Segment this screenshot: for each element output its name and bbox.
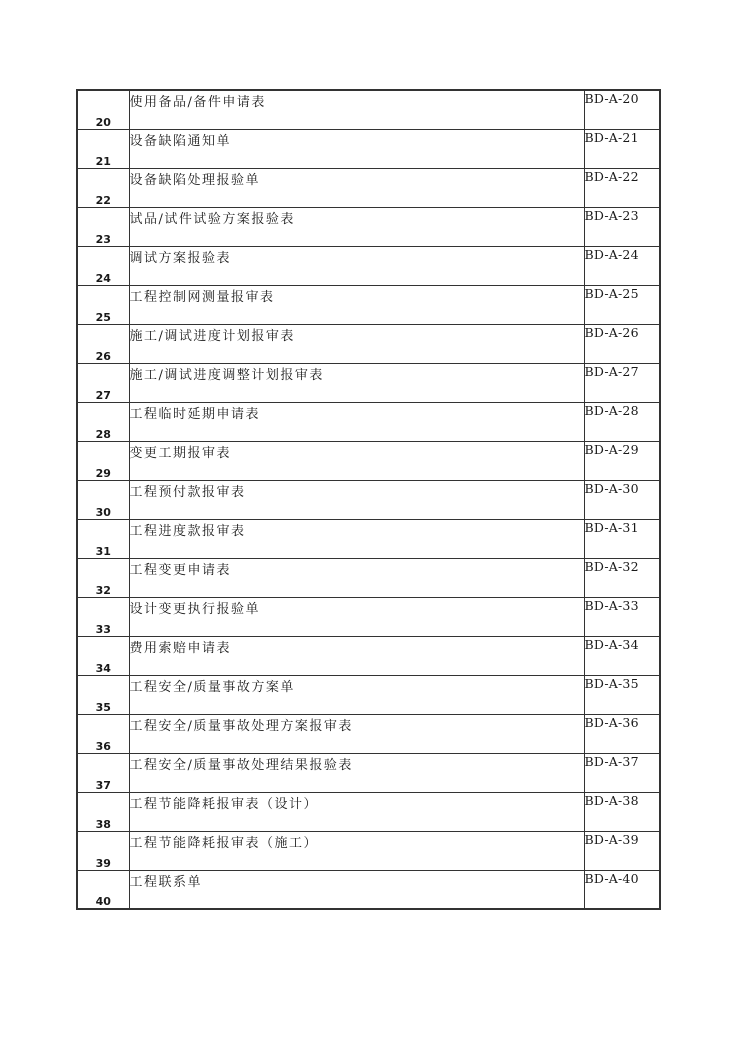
table-row — [77, 675, 660, 714]
table-row — [77, 129, 660, 168]
table-row — [77, 90, 660, 129]
form-code: BD-A-31 — [584, 519, 660, 558]
row-number: 28 — [77, 402, 129, 441]
table-row — [77, 792, 660, 831]
form-code: BD-A-35 — [584, 675, 660, 714]
form-code: BD-A-22 — [584, 168, 660, 207]
form-name: 工程进度款报审表 — [129, 519, 584, 558]
row-number: 33 — [77, 597, 129, 636]
row-number: 39 — [77, 831, 129, 870]
row-number: 24 — [77, 246, 129, 285]
table-row — [77, 558, 660, 597]
form-code: BD-A-21 — [584, 129, 660, 168]
table-row — [77, 207, 660, 246]
form-name: 工程联系单 — [129, 870, 584, 909]
form-name: 工程安全/质量事故处理方案报审表 — [129, 714, 584, 753]
table-row — [77, 519, 660, 558]
form-code: BD-A-36 — [584, 714, 660, 753]
table-row — [77, 480, 660, 519]
form-code: BD-A-39 — [584, 831, 660, 870]
form-name: 工程临时延期申请表 — [129, 402, 584, 441]
form-code: BD-A-26 — [584, 324, 660, 363]
form-name: 设备缺陷通知单 — [129, 129, 584, 168]
form-name: 设计变更执行报验单 — [129, 597, 584, 636]
form-code: BD-A-29 — [584, 441, 660, 480]
row-number: 38 — [77, 792, 129, 831]
form-code: BD-A-40 — [584, 870, 660, 909]
row-number: 27 — [77, 363, 129, 402]
form-code: BD-A-25 — [584, 285, 660, 324]
row-number: 35 — [77, 675, 129, 714]
form-name: 调试方案报验表 — [129, 246, 584, 285]
form-code: BD-A-38 — [584, 792, 660, 831]
form-list-table — [76, 89, 661, 910]
form-name: 使用备品/备件申请表 — [129, 90, 584, 129]
table-row — [77, 636, 660, 675]
table-row — [77, 324, 660, 363]
form-name: 设备缺陷处理报验单 — [129, 168, 584, 207]
table-row — [77, 285, 660, 324]
row-number: 25 — [77, 285, 129, 324]
table-row — [77, 597, 660, 636]
table-row — [77, 714, 660, 753]
form-name: 工程预付款报审表 — [129, 480, 584, 519]
row-number: 37 — [77, 753, 129, 792]
form-code: BD-A-20 — [584, 90, 660, 129]
form-code: BD-A-28 — [584, 402, 660, 441]
form-name: 变更工期报审表 — [129, 441, 584, 480]
row-number: 23 — [77, 207, 129, 246]
table-row — [77, 168, 660, 207]
table-row — [77, 441, 660, 480]
row-number: 26 — [77, 324, 129, 363]
form-name: 工程安全/质量事故方案单 — [129, 675, 584, 714]
form-name: 施工/调试进度计划报审表 — [129, 324, 584, 363]
row-number: 40 — [77, 870, 129, 909]
form-name: 工程节能降耗报审表（施工） — [129, 831, 584, 870]
row-number: 32 — [77, 558, 129, 597]
row-number: 21 — [77, 129, 129, 168]
form-name: 施工/调试进度调整计划报审表 — [129, 363, 584, 402]
row-number: 20 — [77, 90, 129, 129]
form-code: BD-A-23 — [584, 207, 660, 246]
table-row — [77, 363, 660, 402]
table-row — [77, 246, 660, 285]
form-name: 工程节能降耗报审表（设计） — [129, 792, 584, 831]
form-list-body — [77, 90, 660, 909]
form-name: 工程安全/质量事故处理结果报验表 — [129, 753, 584, 792]
form-name: 工程变更申请表 — [129, 558, 584, 597]
row-number: 30 — [77, 480, 129, 519]
table-row — [77, 753, 660, 792]
form-name: 试品/试件试验方案报验表 — [129, 207, 584, 246]
form-code: BD-A-32 — [584, 558, 660, 597]
form-code: BD-A-30 — [584, 480, 660, 519]
row-number: 36 — [77, 714, 129, 753]
form-code: BD-A-37 — [584, 753, 660, 792]
row-number: 29 — [77, 441, 129, 480]
form-code: BD-A-24 — [584, 246, 660, 285]
table-row — [77, 402, 660, 441]
row-number: 31 — [77, 519, 129, 558]
form-code: BD-A-33 — [584, 597, 660, 636]
row-number: 34 — [77, 636, 129, 675]
table-row — [77, 870, 660, 909]
form-code: BD-A-27 — [584, 363, 660, 402]
table-row — [77, 831, 660, 870]
row-number: 22 — [77, 168, 129, 207]
form-name: 工程控制网测量报审表 — [129, 285, 584, 324]
form-code: BD-A-34 — [584, 636, 660, 675]
form-name: 费用索赔申请表 — [129, 636, 584, 675]
